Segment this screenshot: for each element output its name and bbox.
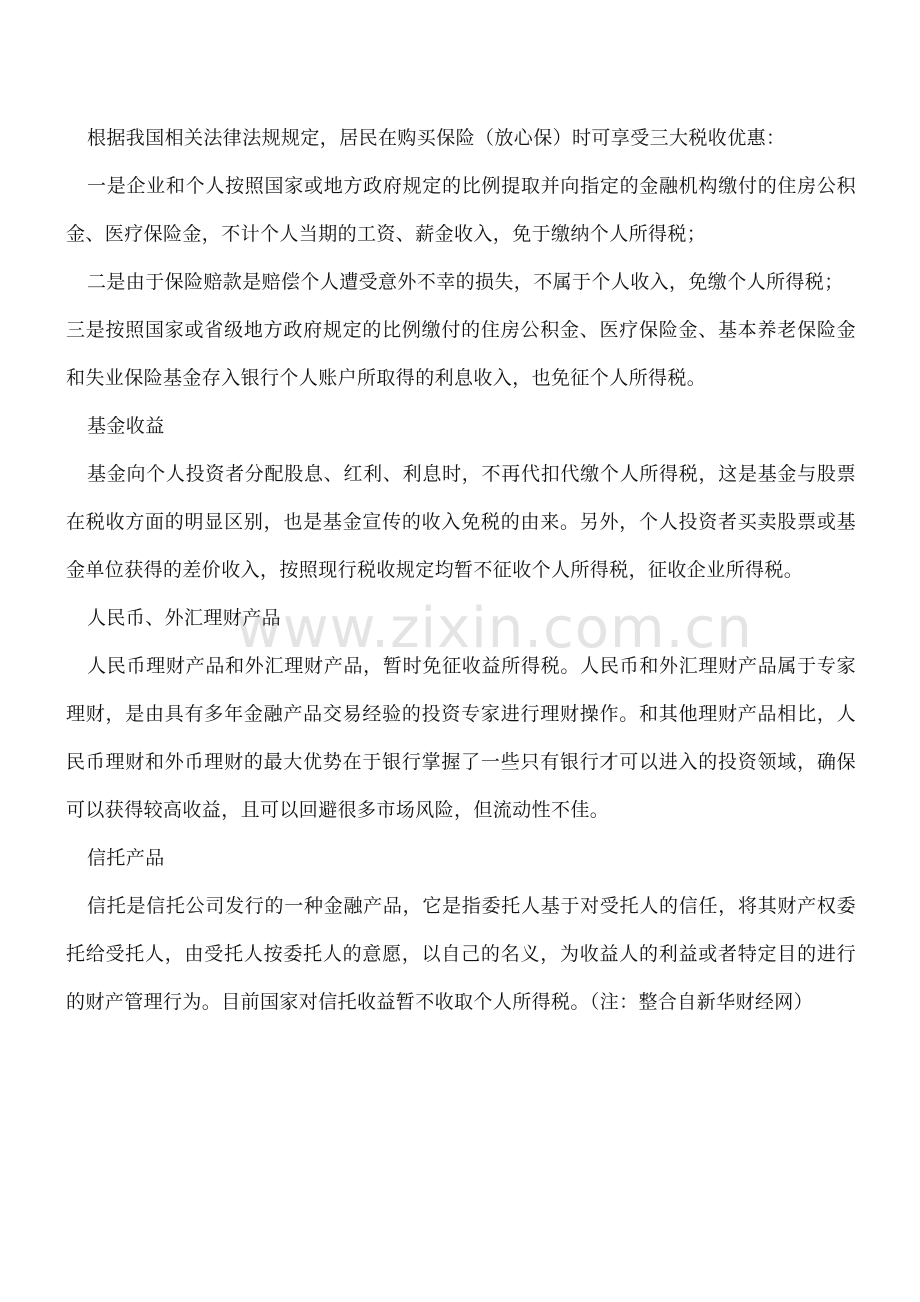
tax-benefit-three-paragraph: 三是按照国家或省级地方政府规定的比例缴付的住房公积金、医疗保险金、基本养老保险金和失业保险基金存入银行个人账户所取得的利息收入，也免征个人所得税。 xyxy=(66,319,856,389)
section-heading-rmb-forex: 人民币、外汇理财产品 xyxy=(87,607,282,629)
tax-benefit-one-paragraph: 一是企业和个人按照国家或地方政府规定的比例提取并向指定的金融机构缴付的住房公积金、医疗保险金，不计个人当期的工资、薪金收入，免于缴纳个人所得税； xyxy=(66,175,856,245)
section-heading-trust: 信托产品 xyxy=(87,847,165,869)
tax-benefit-two-paragraph: 二是由于保险赔款是赔偿个人遭受意外不幸的损失，不属于个人收入，免缴个人所得税； xyxy=(87,271,844,293)
fund-paragraph: 基金向个人投资者分配股息、红利、利息时，不再代扣代缴个人所得税，这是基金与股票在税收方面的明显区别，也是基金宣传的收入免税的由来。另外，个人投资者买卖股票或基金单位获得的差价收入，按照现行税收规定均暂不征收个人所得税，征收企业所得税。 xyxy=(66,463,856,581)
intro-paragraph: 根据我国相关法律法规规定，居民在购买保险（放心保）时可享受三大税收优惠： xyxy=(87,127,786,149)
watermark: www.zixin.com.cn xyxy=(236,596,753,661)
section-heading-fund: 基金收益 xyxy=(87,415,165,437)
rmb-forex-paragraph: 人民币理财产品和外汇理财产品，暂时免征收益所得税。人民币和外汇理财产品属于专家理财，是由具有多年金融产品交易经验的投资专家进行理财操作。和其他理财产品相比，人民币理财和外币理财的最大优势在于银行掌握了一些只有银行才可以进入的投资领域，确保可以获得较高收益，且可以回避很多市场风险，但流动性不佳。 xyxy=(66,655,856,821)
trust-paragraph: 信托是信托公司发行的一种金融产品，它是指委托人基于对受托人的信任，将其财产权委托给受托人，由受托人按委托人的意愿，以自己的名义，为收益人的利益或者特定目的进行的财产管理行为。目前国家对信托收益暂不收取个人所得税。（注：整合自新华财经网） xyxy=(66,895,856,1013)
document-body xyxy=(66,114,856,1026)
